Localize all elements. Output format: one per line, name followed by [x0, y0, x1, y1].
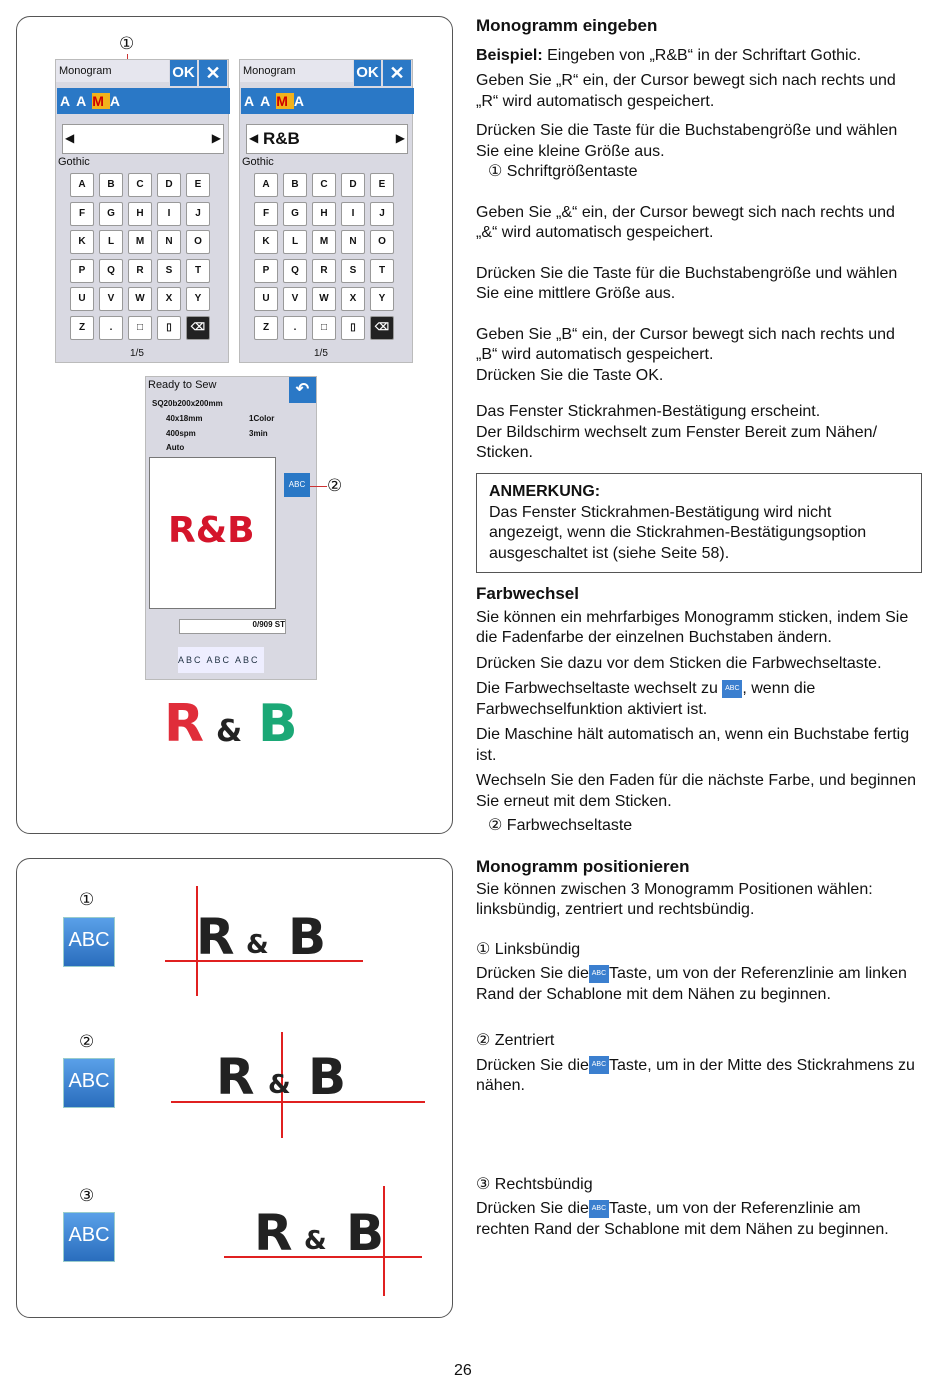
key[interactable]: C: [312, 173, 336, 197]
center-align-button[interactable]: ABC: [63, 1058, 115, 1108]
key[interactable]: W: [312, 287, 336, 311]
ok-button[interactable]: OK: [170, 60, 197, 86]
font-toolbar: [57, 88, 230, 114]
arrow-left-icon[interactable]: ◀: [65, 131, 75, 145]
paragraph: Geben Sie „&“ ein, der Cursor bewegt sich nach rechts und „&“ wird automatisch gespeichert.: [476, 203, 895, 241]
key[interactable]: C: [128, 173, 152, 197]
key[interactable]: N: [341, 230, 365, 254]
heading-color-change: Farbwechsel: [476, 584, 579, 603]
sample-b: B: [308, 1048, 348, 1106]
font-toolbar: [241, 88, 414, 114]
left-align-button[interactable]: ABC: [63, 917, 115, 967]
key[interactable]: N: [157, 230, 181, 254]
note-title: ANMERKUNG:: [489, 483, 601, 500]
paragraph: Wechseln Sie den Faden für die nächste Farbe, und beginnen Sie erneut mit dem Sticken.: [476, 772, 916, 810]
keyboard-screen-right: [239, 59, 413, 363]
key[interactable]: W: [128, 287, 152, 311]
key[interactable]: Y: [186, 287, 210, 311]
text-part: , wenn die Farbwechselfunktion aktiviert ist.: [476, 680, 816, 718]
sample-r: R: [196, 908, 236, 966]
key[interactable]: ▯: [341, 316, 365, 340]
arrow-left-icon[interactable]: ◀: [249, 131, 259, 145]
colored-b: B: [258, 694, 298, 754]
key[interactable]: M: [128, 230, 152, 254]
key[interactable]: R: [312, 259, 336, 283]
section-color-change: [476, 584, 916, 837]
callout-1: ①: [119, 34, 135, 53]
position-num-2: ②: [79, 1032, 95, 1051]
paragraph: Drücken Sie dazu vor dem Sticken die Farbwechseltaste.: [476, 654, 882, 672]
paragraph: Drücken Sie die Taste für die Buchstabengröße und wählen Sie eine mittlere Größe aus.: [476, 264, 898, 302]
key[interactable]: X: [341, 287, 365, 311]
stitch-counter: 0/909 ST: [179, 619, 286, 634]
right-align-button[interactable]: ABC: [63, 1212, 115, 1262]
key[interactable]: L: [99, 230, 123, 254]
keys-right: [254, 173, 404, 343]
key[interactable]: ⌫: [186, 316, 210, 340]
key[interactable]: A: [254, 173, 278, 197]
right-align-icon: ABC: [589, 1200, 609, 1218]
keyboard-screen-left: [55, 59, 229, 363]
key[interactable]: J: [186, 202, 210, 226]
paragraph: Der Bildschirm wechselt zum Fenster Bereit zum Nähen/ Sticken.: [476, 423, 878, 461]
arrow-right-icon[interactable]: ▶: [395, 131, 405, 145]
key[interactable]: R: [128, 259, 152, 283]
page-indicator: 1/5: [130, 348, 144, 359]
key[interactable]: I: [157, 202, 181, 226]
key[interactable]: Y: [370, 287, 394, 311]
close-icon[interactable]: ✕: [199, 60, 227, 86]
heading-monogram-input: Monogramm eingeben: [476, 16, 658, 35]
text-field[interactable]: [62, 124, 224, 154]
key[interactable]: X: [157, 287, 181, 311]
text-part: Drücken Sie die: [476, 1200, 589, 1217]
position-num-1: ①: [79, 890, 95, 909]
key[interactable]: G: [283, 202, 307, 226]
section-monogram-input: [476, 16, 916, 464]
align-buttons[interactable]: ABC ABC ABC: [178, 647, 264, 673]
field-text: R&B: [263, 129, 300, 148]
key[interactable]: U: [70, 287, 94, 311]
key[interactable]: U: [254, 287, 278, 311]
key[interactable]: M: [312, 230, 336, 254]
key[interactable]: A: [70, 173, 94, 197]
key[interactable]: P: [254, 259, 278, 283]
key[interactable]: □: [312, 316, 336, 340]
center-align-icon: ABC: [589, 1056, 609, 1074]
preview-area: [149, 457, 276, 609]
font-style-icon[interactable]: AA: [60, 93, 93, 109]
paragraph: Geben Sie „R“ ein, der Cursor bewegt sich nach rechts und „R“ wird automatisch gespeichert.: [476, 72, 896, 110]
option-title-center: ② Zentriert: [476, 1032, 555, 1049]
position-num-3: ③: [79, 1186, 95, 1205]
key[interactable]: B: [283, 173, 307, 197]
key[interactable]: T: [370, 259, 394, 283]
back-icon[interactable]: ↶: [289, 377, 316, 403]
sample-b: B: [346, 1204, 386, 1262]
callout-2-line: [310, 486, 327, 487]
reference-line-h: [171, 1101, 425, 1103]
ok-button[interactable]: OK: [354, 60, 381, 86]
option-title-right: ③ Rechtsbündig: [476, 1175, 593, 1193]
key[interactable]: V: [283, 287, 307, 311]
key[interactable]: T: [186, 259, 210, 283]
key[interactable]: O: [186, 230, 210, 254]
example-label: Beispiel:: [476, 46, 543, 64]
colored-r: R: [164, 694, 205, 754]
key[interactable]: F: [70, 202, 94, 226]
key[interactable]: G: [99, 202, 123, 226]
hoop-info: SQ20b200x200mm: [152, 399, 223, 408]
font-size-icon[interactable]: A: [109, 93, 127, 109]
size-info: 40x18mm: [166, 414, 203, 423]
key[interactable]: Z: [70, 316, 94, 340]
page-indicator: 1/5: [314, 348, 328, 359]
key[interactable]: P: [70, 259, 94, 283]
text-part: Taste, um von der Referenzlinie am linken Rand der Schablone mit dem Nähen zu beginnen.: [476, 965, 907, 1003]
example-text: Eingeben von „R&B“ in der Schriftart Gothic.: [542, 46, 862, 64]
key[interactable]: K: [254, 230, 278, 254]
paragraph: Sie können ein mehrfarbiges Monogramm sticken, indem Sie die Fadenfarbe der einzelnen Buchstaben ändern.: [476, 608, 909, 646]
key[interactable]: E: [370, 173, 394, 197]
note-text: Das Fenster Stickrahmen-Bestätigung wird nicht angezeigt, wenn die Stickrahmen-Bestätigungsoption ausgeschaltet ist (siehe Seite 58).: [489, 503, 867, 562]
key[interactable]: L: [283, 230, 307, 254]
key[interactable]: D: [157, 173, 181, 197]
sample-amp: &: [304, 1226, 328, 1256]
mode-info: Auto: [166, 443, 185, 452]
key[interactable]: F: [254, 202, 278, 226]
text-part: Die Farbwechseltaste wechselt zu: [476, 680, 718, 697]
paragraph: Das Fenster Stickrahmen-Bestätigung erscheint.: [476, 403, 821, 420]
colored-amp: &: [216, 714, 243, 749]
key[interactable]: □: [128, 316, 152, 340]
option-title-left: ① Linksbündig: [476, 940, 581, 958]
sample-r: R: [254, 1204, 294, 1262]
key[interactable]: K: [70, 230, 94, 254]
sample-r: R: [216, 1048, 256, 1106]
screen-title: Monogram: [56, 60, 169, 82]
ready-title: Ready to Sew: [148, 379, 217, 391]
key[interactable]: ▯: [157, 316, 181, 340]
paragraph: Geben Sie „B“ ein, der Cursor bewegt sich nach rechts und „B“ wird automatisch gespeichert.: [476, 325, 895, 363]
size-button-icon[interactable]: M: [92, 93, 110, 109]
paragraph: [476, 1199, 916, 1240]
key[interactable]: H: [312, 202, 336, 226]
size-button-icon[interactable]: M: [276, 93, 294, 109]
callout-label: ② Farbwechseltaste: [488, 817, 633, 834]
color-change-button[interactable]: ABC: [284, 473, 310, 497]
key[interactable]: D: [341, 173, 365, 197]
key[interactable]: Z: [254, 316, 278, 340]
paragraph: Drücken Sie die Taste OK.: [476, 366, 664, 384]
key[interactable]: V: [99, 287, 123, 311]
time-info: 3min: [249, 429, 268, 438]
color-change-icon: ABC: [722, 680, 742, 698]
paragraph: [476, 1056, 916, 1097]
speed-info: 400spm: [166, 429, 196, 438]
key[interactable]: ⌫: [370, 316, 394, 340]
paragraph: Die Maschine hält automatisch an, wenn ein Buchstabe fertig ist.: [476, 726, 910, 764]
sample-amp: &: [246, 930, 270, 960]
heading-positioning: Monogramm positionieren: [476, 857, 690, 876]
callout-label: ① Schriftgrößentaste: [488, 163, 638, 180]
key[interactable]: Q: [99, 259, 123, 283]
text-field[interactable]: [246, 124, 408, 154]
key[interactable]: .: [283, 316, 307, 340]
key[interactable]: S: [157, 259, 181, 283]
key[interactable]: B: [99, 173, 123, 197]
key[interactable]: H: [128, 202, 152, 226]
key[interactable]: J: [370, 202, 394, 226]
key[interactable]: E: [186, 173, 210, 197]
font-style-icon[interactable]: AA: [244, 93, 277, 109]
ready-to-sew-screen: [145, 376, 317, 680]
paragraph: Drücken Sie die Taste für die Buchstabengröße und wählen Sie eine kleine Größe aus.: [476, 122, 898, 160]
color-info: 1Color: [249, 414, 275, 423]
left-align-icon: ABC: [589, 965, 609, 983]
text-part: Drücken Sie die: [476, 1056, 589, 1074]
preview-text: R&B: [168, 510, 255, 551]
note-box: [476, 473, 922, 573]
section-positioning: [476, 857, 916, 1240]
font-label: Gothic: [58, 156, 90, 168]
key[interactable]: Q: [283, 259, 307, 283]
key[interactable]: O: [370, 230, 394, 254]
paragraph: [476, 679, 916, 720]
screen-title: Monogram: [240, 60, 353, 82]
paragraph: Sie können zwischen 3 Monogramm Positionen wählen: linksbündig, zentriert und rechtsbündig.: [476, 880, 873, 918]
reference-line-h: [165, 960, 363, 962]
font-size-icon[interactable]: A: [293, 93, 311, 109]
sample-amp: &: [268, 1070, 292, 1100]
keys-left: [70, 173, 220, 343]
sample-b: B: [288, 908, 328, 966]
page-number: 26: [454, 1362, 472, 1379]
key[interactable]: I: [341, 202, 365, 226]
callout-2: ②: [327, 476, 343, 495]
key[interactable]: .: [99, 316, 123, 340]
paragraph: [476, 964, 916, 1005]
example-paragraph: [476, 46, 916, 67]
text-part: Taste, um in der Mitte des Stickrahmens zu nähen.: [476, 1056, 915, 1094]
close-icon[interactable]: ✕: [383, 60, 411, 86]
arrow-right-icon[interactable]: ▶: [211, 131, 221, 145]
font-label: Gothic: [242, 156, 274, 168]
text-part: Taste, um von der Referenzlinie am rechten Rand der Schablone mit dem Nähen zu beginnen.: [476, 1200, 889, 1238]
key[interactable]: S: [341, 259, 365, 283]
text-part: Drücken Sie die: [476, 965, 589, 982]
